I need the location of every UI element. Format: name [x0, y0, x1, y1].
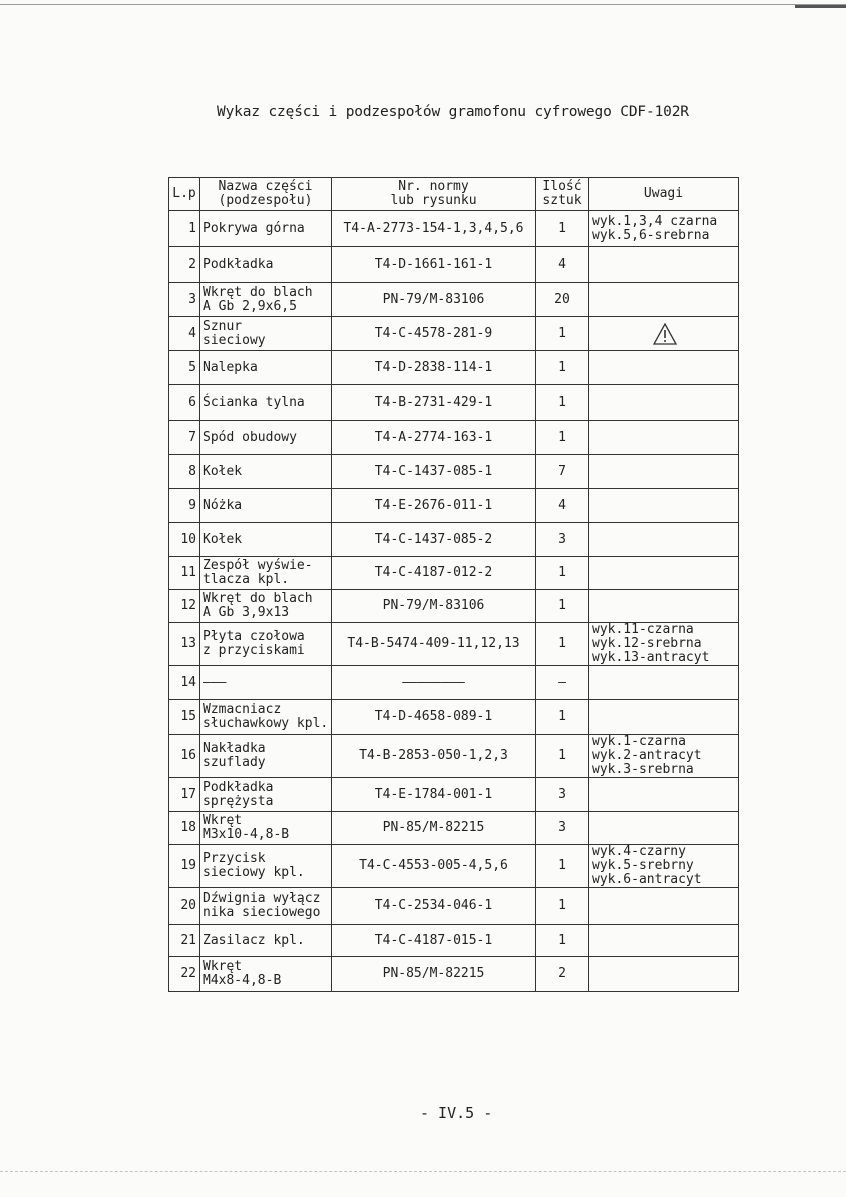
- table-row: [169, 957, 739, 992]
- header-notes: Uwagi: [589, 178, 739, 211]
- row-quantity: 1: [536, 925, 589, 957]
- part-name-line: z przyciskami: [203, 643, 305, 658]
- part-name-line: Zasilacz kpl.: [203, 932, 305, 948]
- row-lp: 8: [169, 455, 200, 489]
- header-qty-line-2: sztuk: [542, 193, 582, 208]
- note-line: wyk.6-antracyt: [592, 872, 702, 887]
- part-name-line: Płyta czołowa: [203, 629, 305, 644]
- part-name-line: Ścianka tylna: [203, 394, 305, 410]
- row-part-name: [200, 700, 332, 735]
- header-name-line-1: Nazwa części: [218, 179, 313, 194]
- row-notes: [589, 623, 739, 666]
- row-notes: [589, 957, 739, 992]
- table-row: [169, 590, 739, 623]
- row-norm-number: T4-D-1661-161-1: [332, 247, 536, 283]
- part-name-line: Zespół wyświe-: [203, 558, 313, 573]
- row-quantity: 1: [536, 700, 589, 735]
- part-name-line: Przycisk: [203, 851, 266, 866]
- part-name-line: słuchawkowy kpl.: [203, 716, 329, 731]
- part-name-line: Wkręt do blach: [203, 284, 313, 300]
- row-norm-number: T4-A-2773-154-1,3,4,5,6: [332, 211, 536, 247]
- row-part-name: [200, 957, 332, 992]
- part-name-line: Sznur: [203, 318, 243, 334]
- part-name-line: M3x10-4,8-B: [203, 827, 290, 842]
- row-norm-number: T4-C-4553-005-4,5,6: [332, 845, 536, 888]
- scan-top-mark: [795, 5, 846, 8]
- row-lp: 1: [169, 211, 200, 247]
- part-name-line: Kołek: [203, 531, 243, 547]
- part-name-line: Wkręt: [203, 959, 243, 974]
- row-lp: 5: [169, 351, 200, 385]
- note-line: wyk.13-antracyt: [592, 650, 710, 665]
- header-qty-line-1: Ilość: [542, 179, 582, 194]
- table-row: [169, 888, 739, 925]
- row-part-name: [200, 812, 332, 845]
- part-name-line: Wkręt do blach: [203, 591, 313, 606]
- note-line: wyk.12-srebrna: [592, 636, 702, 651]
- row-notes: [589, 523, 739, 557]
- row-quantity: 3: [536, 778, 589, 812]
- row-part-name: [200, 590, 332, 623]
- header-lp: L.p: [169, 178, 200, 211]
- row-quantity: 3: [536, 523, 589, 557]
- part-name-line: sieciowy: [203, 332, 266, 348]
- row-quantity: 1: [536, 888, 589, 925]
- header-norm: [332, 178, 536, 211]
- table-row: [169, 351, 739, 385]
- row-part-name: [200, 925, 332, 957]
- row-quantity: 1: [536, 211, 589, 247]
- row-part-name: [200, 351, 332, 385]
- row-notes: [589, 421, 739, 455]
- row-norm-number: T4-E-1784-001-1: [332, 778, 536, 812]
- row-part-name: [200, 317, 332, 351]
- parts-table: [168, 177, 739, 992]
- note-line: wyk.1-czarna: [592, 734, 686, 749]
- row-norm-number: T4-C-1437-085-2: [332, 523, 536, 557]
- row-norm-number: T4-D-4658-089-1: [332, 700, 536, 735]
- part-name-line: Nalepka: [203, 359, 258, 375]
- row-lp: 6: [169, 385, 200, 421]
- row-part-name: [200, 623, 332, 666]
- row-notes: [589, 888, 739, 925]
- header-norm-line-2: lub rysunku: [390, 193, 477, 208]
- part-name-line: A Gb 3,9x13: [203, 605, 290, 620]
- row-lp: 17: [169, 778, 200, 812]
- row-lp: 12: [169, 590, 200, 623]
- part-name-line: sieciowy kpl.: [203, 865, 305, 880]
- table-row: [169, 421, 739, 455]
- row-notes: [589, 211, 739, 247]
- table-row: [169, 778, 739, 812]
- row-lp: 10: [169, 523, 200, 557]
- row-lp: 3: [169, 283, 200, 317]
- table-row: [169, 623, 739, 666]
- part-name-line: tlacza kpl.: [203, 572, 290, 587]
- note-line: wyk.11-czarna: [592, 622, 694, 637]
- row-part-name: [200, 557, 332, 590]
- row-lp: 18: [169, 812, 200, 845]
- row-part-name: [200, 845, 332, 888]
- row-part-name: [200, 247, 332, 283]
- row-lp: 4: [169, 317, 200, 351]
- table-row: [169, 211, 739, 247]
- row-notes: [589, 778, 739, 812]
- row-norm-number: T4-C-1437-085-1: [332, 455, 536, 489]
- header-name-line-2: (podzespołu): [218, 193, 313, 208]
- part-name-line: Wkręt: [203, 813, 243, 828]
- row-notes: [589, 283, 739, 317]
- part-name-line: sprężysta: [203, 793, 274, 809]
- row-notes: [589, 925, 739, 957]
- part-name-line: nika sieciowego: [203, 905, 321, 920]
- row-notes: [589, 385, 739, 421]
- row-part-name: [200, 489, 332, 523]
- row-lp: 19: [169, 845, 200, 888]
- row-part-name: [200, 888, 332, 925]
- warning-triangle-icon: [653, 323, 677, 345]
- row-notes: [589, 557, 739, 590]
- row-quantity: 1: [536, 421, 589, 455]
- document-title: Wykaz części i podzespołów gramofonu cyfrowego CDF-102R: [217, 104, 689, 120]
- row-notes: [589, 247, 739, 283]
- row-lp: 7: [169, 421, 200, 455]
- row-quantity: –: [536, 666, 589, 700]
- row-quantity: 3: [536, 812, 589, 845]
- row-lp: 21: [169, 925, 200, 957]
- row-quantity: 4: [536, 247, 589, 283]
- part-name-line: ———: [203, 674, 227, 690]
- row-norm-number: T4-C-4187-012-2: [332, 557, 536, 590]
- table-row: [169, 845, 739, 888]
- row-norm-number: PN-85/M-82215: [332, 957, 536, 992]
- row-part-name: [200, 735, 332, 778]
- table-row: [169, 925, 739, 957]
- row-quantity: 1: [536, 735, 589, 778]
- part-name-line: Nakładka: [203, 741, 266, 756]
- row-quantity: 1: [536, 317, 589, 351]
- part-name-line: Podkładka: [203, 256, 274, 272]
- row-quantity: 1: [536, 845, 589, 888]
- table-row: [169, 283, 739, 317]
- row-norm-number: T4-D-2838-114-1: [332, 351, 536, 385]
- row-lp: 11: [169, 557, 200, 590]
- row-notes: [589, 812, 739, 845]
- part-name-line: M4x8-4,8-B: [203, 973, 282, 988]
- part-name-line: Dźwignia wyłącz: [203, 891, 321, 906]
- row-quantity: 1: [536, 557, 589, 590]
- row-part-name: [200, 523, 332, 557]
- table-row: [169, 247, 739, 283]
- part-name-line: Podkładka: [203, 779, 274, 795]
- part-name-line: Pokrywa górna: [203, 220, 305, 236]
- row-norm-number: PN-85/M-82215: [332, 812, 536, 845]
- row-norm-number: T4-B-2731-429-1: [332, 385, 536, 421]
- table-row: [169, 489, 739, 523]
- note-line: wyk.5,6-srebrna: [592, 227, 710, 243]
- table-row: [169, 812, 739, 845]
- part-name-line: Kołek: [203, 463, 243, 479]
- note-line: wyk.1,3,4 czarna: [592, 213, 718, 229]
- row-norm-number: PN-79/M-83106: [332, 590, 536, 623]
- row-part-name: [200, 385, 332, 421]
- row-notes: [589, 590, 739, 623]
- table-header-row: [169, 178, 739, 211]
- scan-top-rule: [0, 4, 846, 5]
- row-norm-number: T4-B-5474-409-11,12,13: [332, 623, 536, 666]
- note-line: wyk.5-srebrny: [592, 858, 694, 873]
- part-name-line: Wzmacniacz: [203, 702, 282, 717]
- part-name-line: A Gb 2,9x6,5: [203, 298, 297, 314]
- row-notes: [589, 735, 739, 778]
- table-row: [169, 317, 739, 351]
- row-norm-number: T4-B-2853-050-1,2,3: [332, 735, 536, 778]
- row-norm-number: T4-C-4578-281-9: [332, 317, 536, 351]
- table-row: [169, 455, 739, 489]
- note-line: wyk.3-srebrna: [592, 762, 694, 777]
- row-lp: 14: [169, 666, 200, 700]
- row-part-name: [200, 666, 332, 700]
- row-notes: [589, 351, 739, 385]
- row-quantity: 1: [536, 385, 589, 421]
- row-quantity: 4: [536, 489, 589, 523]
- row-quantity: 1: [536, 351, 589, 385]
- row-notes: [589, 700, 739, 735]
- row-notes: [589, 845, 739, 888]
- table-row: [169, 700, 739, 735]
- header-name: [200, 178, 332, 211]
- row-part-name: [200, 778, 332, 812]
- row-lp: 15: [169, 700, 200, 735]
- row-lp: 2: [169, 247, 200, 283]
- row-lp: 20: [169, 888, 200, 925]
- row-lp: 22: [169, 957, 200, 992]
- row-quantity: 20: [536, 283, 589, 317]
- row-norm-number: T4-C-4187-015-1: [332, 925, 536, 957]
- row-quantity: 1: [536, 623, 589, 666]
- part-name-line: Nóżka: [203, 497, 243, 513]
- scan-bottom-rule: [0, 1171, 846, 1172]
- table-row: [169, 523, 739, 557]
- note-line: wyk.4-czarny: [592, 844, 686, 859]
- header-qty: [536, 178, 589, 211]
- row-notes: [589, 666, 739, 700]
- row-part-name: [200, 421, 332, 455]
- row-norm-number: T4-C-2534-046-1: [332, 888, 536, 925]
- row-norm-number: T4-E-2676-011-1: [332, 489, 536, 523]
- row-part-name: [200, 283, 332, 317]
- part-name-line: Spód obudowy: [203, 429, 297, 445]
- row-quantity: 7: [536, 455, 589, 489]
- table-row: [169, 735, 739, 778]
- part-name-line: szuflady: [203, 755, 266, 770]
- table-row: [169, 557, 739, 590]
- row-part-name: [200, 211, 332, 247]
- row-quantity: 2: [536, 957, 589, 992]
- table-row: [169, 666, 739, 700]
- row-lp: 13: [169, 623, 200, 666]
- row-norm-number: T4-A-2774-163-1: [332, 421, 536, 455]
- note-line: wyk.2-antracyt: [592, 748, 702, 763]
- header-norm-line-1: Nr. normy: [398, 179, 469, 194]
- row-lp: 9: [169, 489, 200, 523]
- table-row: [169, 385, 739, 421]
- row-lp: 16: [169, 735, 200, 778]
- row-notes: [589, 489, 739, 523]
- row-quantity: 1: [536, 590, 589, 623]
- row-norm-number: PN-79/M-83106: [332, 283, 536, 317]
- page-number: - IV.5 -: [420, 1104, 493, 1122]
- row-norm-number: ————————: [332, 666, 536, 700]
- row-notes: [589, 317, 739, 351]
- row-notes: [589, 455, 739, 489]
- row-part-name: [200, 455, 332, 489]
